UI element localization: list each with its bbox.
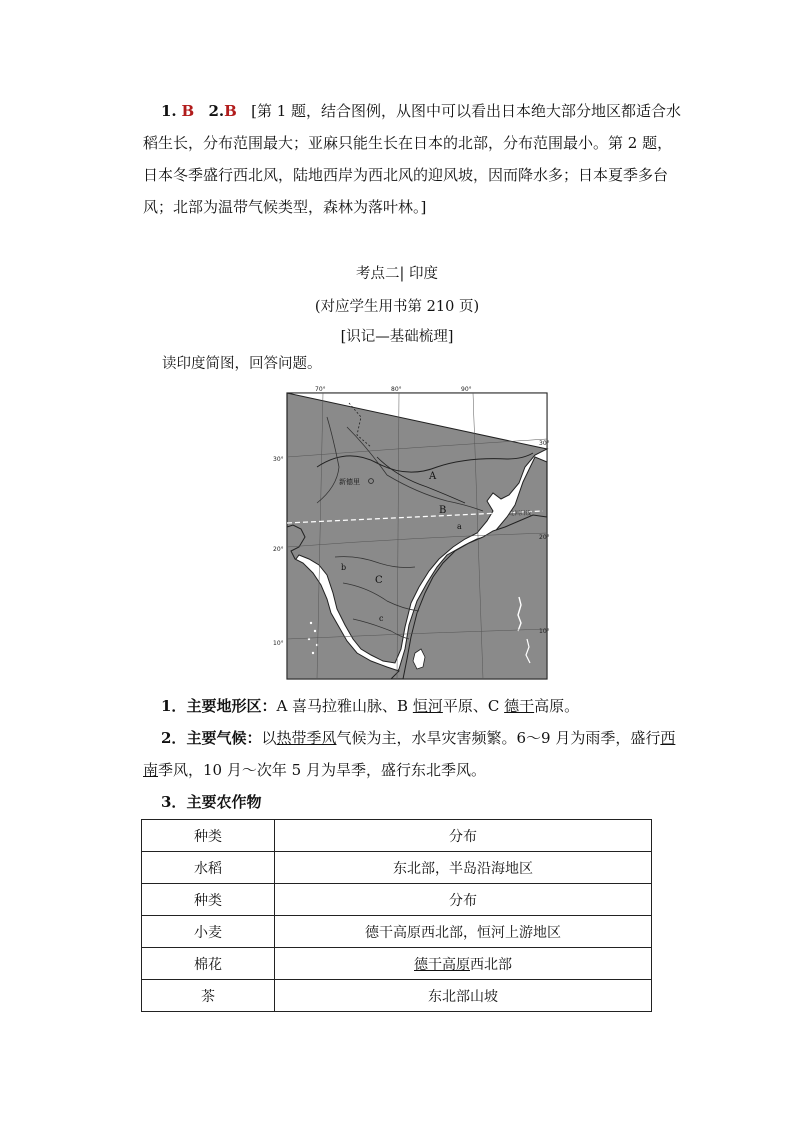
table-cell: 茶	[142, 980, 275, 1012]
table-row	[142, 884, 652, 916]
item2-text-a: 以	[261, 729, 277, 747]
lat-label-30-left: 30°	[273, 456, 284, 463]
section-reference: (对应学生用书第 210 页)	[314, 299, 480, 315]
lat-label-30-right: 30°	[539, 440, 550, 447]
table-cell: 分布	[275, 884, 652, 916]
table-cell: 种类	[142, 884, 275, 916]
table-row	[142, 980, 652, 1012]
item3-label: 主要农作物	[186, 793, 262, 811]
item2-number: 2．	[161, 729, 187, 747]
item2-label: 主要气候：	[186, 729, 262, 747]
q2-answer: B	[224, 102, 237, 120]
lon-label-90: 90°	[461, 386, 472, 393]
crops-table	[141, 819, 652, 1012]
item1-answer-deccan: 德干	[504, 697, 535, 715]
item2-text-c: 季风，10 月～次年 5 月为旱季，盛行东北季风。	[158, 761, 486, 779]
region-label-c-upper: C	[375, 575, 383, 586]
q2-number: 2.	[208, 102, 225, 120]
q1-number: 1.	[161, 102, 177, 120]
lat-label-20-right: 20°	[539, 534, 550, 541]
q1-answer: B	[181, 102, 195, 120]
item2-text-b: 气候为主，水旱灾害频繁。6～9 月为雨季，盛行	[336, 729, 661, 747]
item1-number: 1．	[161, 697, 187, 715]
table-cell: 德干高原西北部，恒河上游地区	[275, 916, 652, 948]
table-cell: 东北部，半岛沿海地区	[275, 852, 652, 884]
lon-label-80: 80°	[391, 386, 402, 393]
region-label-a-upper: A	[429, 471, 437, 482]
table-row	[142, 820, 652, 852]
lat-label-10-right: 10°	[539, 628, 550, 635]
table-cell: 分布	[275, 820, 652, 852]
item1-text-b: 平原、C	[442, 697, 505, 715]
table-cell: 种类	[142, 820, 275, 852]
item2-answer-monsoon: 热带季风	[276, 729, 337, 747]
table-cell: 小麦	[142, 916, 275, 948]
item3-number: 3．	[161, 793, 187, 811]
map-intro: 读印度简图，回答问题。	[162, 356, 322, 372]
cotton-rest: 西北部	[470, 956, 512, 973]
item1-label: 主要地形区：	[186, 697, 277, 715]
table-cell-cotton	[275, 948, 652, 980]
table-cell: 东北部山坡	[275, 980, 652, 1012]
tropic-label: 北回归线	[509, 511, 532, 517]
item-crops	[143, 786, 683, 818]
table-row	[142, 916, 652, 948]
item1-text-c: 高原。	[534, 697, 580, 715]
answer-explanation: [第 1 题，结合图例，从图中可以看出日本绝大部分地区都适合水稻生长，分布范围最大；亚麻只能生长在日本的北部，分布范围最小。第 2 题，日本冬季盛行西北风，陆地西岸为西北风的迎风坡，因而降水多；日本夏季多台风；北部为温带气候类型，森林为落叶林。]	[143, 102, 682, 216]
item1-text-a: A 喜马拉雅山脉、B	[276, 697, 413, 715]
section-title: 考点二| 印度	[356, 266, 438, 282]
india-map	[273, 386, 550, 679]
table-row	[142, 852, 652, 884]
lat-label-20-left: 20°	[273, 546, 284, 553]
item1-answer-ganges: 恒河	[412, 697, 443, 715]
table-cell: 水稻	[142, 852, 275, 884]
section-subtitle: [识记—基础梳理]	[340, 329, 454, 345]
region-label-a-lower: a	[457, 522, 462, 531]
table-row	[142, 948, 652, 980]
capital-label: 新德里	[339, 478, 360, 486]
table-cell: 棉花	[142, 948, 275, 980]
lat-label-10-left: 10°	[273, 640, 284, 647]
item-landforms	[143, 690, 683, 722]
item-climate	[143, 722, 683, 786]
region-label-b-lower: b	[341, 563, 347, 572]
item2-answer-southwest: 西南	[143, 729, 676, 779]
region-label-b-upper: B	[439, 505, 447, 516]
answer-paragraph	[143, 95, 683, 223]
cotton-answer: 德干高原	[414, 956, 470, 973]
region-label-c-lower: c	[379, 614, 384, 623]
lon-label-70: 70°	[315, 386, 326, 393]
